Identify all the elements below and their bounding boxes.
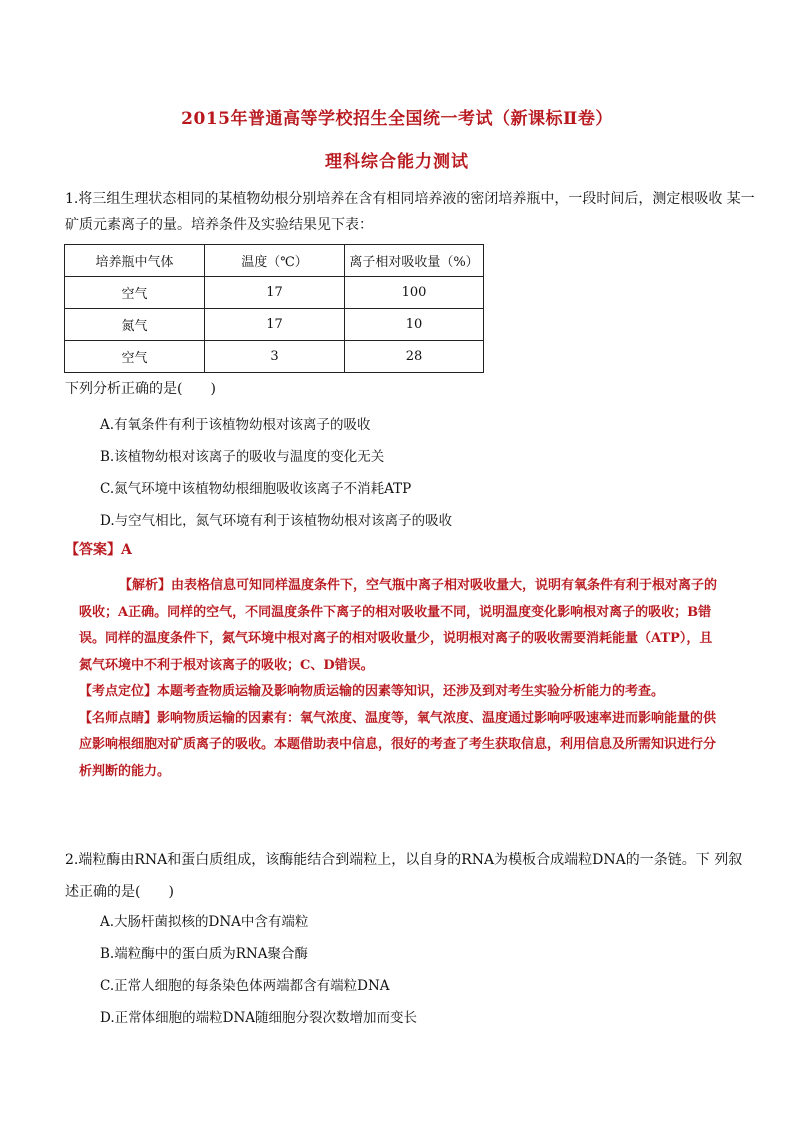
table-cell: 17 <box>205 309 345 341</box>
focus-text: 【考点定位】本题考查物质运输及影响物质运输的因素等知识，还涉及到对考生实验分析能力的考查。 <box>79 684 665 699</box>
table-cell: 100 <box>345 277 484 309</box>
question-1-explanation <box>79 573 719 785</box>
question-1-option-d: D.与空气相比，氮气环境有利于该植物幼根对该离子的吸收 <box>100 513 453 529</box>
question-1-option-a: A.有氧条件有利于该植物幼根对该离子的吸收 <box>100 417 371 433</box>
table-cell: 空气 <box>65 341 205 373</box>
analysis-text: 【解析】由表格信息可知同样温度条件下，空气瓶中离子相对吸收量大，说明有氧条件有利于根对离子的吸收；A正确。同样的空气，不同温度条件下离子的相对吸收量不同，说明温度变化影响根对离子的吸收；B错误。同样的温度条件下，氮气环境中根对离子的相对吸收量少，说明根对离子的吸收需要消耗能量（ATP），且氮气环境中不利于根对该离子的吸收；C、D错误。 <box>79 578 718 673</box>
table-cell: 28 <box>345 341 484 373</box>
question-1-answer: 【答案】A <box>65 542 132 558</box>
table-row <box>65 277 484 309</box>
question-2-option-b: B.端粒酶中的蛋白质为RNA聚合酶 <box>100 946 308 962</box>
question-1-stem: 1.将三组生理状态相同的某植物幼根分别培养在含有相同培养液的密闭培养瓶中，一段时间后，测定根吸收 某一矿质元素离子的量。培养条件及实验结果见下表： <box>65 191 755 233</box>
table-cell: 空气 <box>65 277 205 309</box>
table-header-cell: 培养瓶中气体 <box>65 245 205 277</box>
table-header-row <box>65 245 484 277</box>
exam-title: 2015年普通高等学校招生全国统一考试（新课标Ⅱ卷） <box>181 109 613 129</box>
table-cell: 氮气 <box>65 309 205 341</box>
question-2-stem: 2.端粒酶由RNA和蛋白质组成，该酶能结合到端粒上，以自身的RNA为模板合成端粒DNA的一条链。下 列叙述正确的是( ) <box>65 852 743 900</box>
table-header-cell: 离子相对吸收量（%） <box>345 245 484 277</box>
table-header-cell: 温度（℃） <box>205 245 345 277</box>
experiment-table <box>64 244 484 373</box>
table-row <box>65 309 484 341</box>
table-cell: 10 <box>345 309 484 341</box>
question-2-option-d: D.正常体细胞的端粒DNA随细胞分裂次数增加而变长 <box>100 1010 418 1026</box>
question-2-option-a: A.大肠杆菌拟核的DNA中含有端粒 <box>100 914 309 930</box>
exam-subtitle: 理科综合能力测试 <box>325 152 469 172</box>
table-cell: 17 <box>205 277 345 309</box>
question-1-option-b: B.该植物幼根对该离子的吸收与温度的变化无关 <box>100 449 385 465</box>
question-1-option-c: C.氮气环境中该植物幼根细胞吸收该离子不消耗ATP <box>100 481 412 497</box>
tips-text: 【名师点睛】影响物质运输的因素有：氧气浓度、温度等，氧气浓度、温度通过影响呼吸速率进而影响能量的供应影响根细胞对矿质离子的吸收。本题借助表中信息，很好的考查了考生获取信息，利用信息及所需知识进行分析判断的能力。 <box>79 710 717 779</box>
question-2-option-c: C.正常人细胞的每条染色体两端都含有端粒DNA <box>100 978 390 994</box>
table-cell: 3 <box>205 341 345 373</box>
question-1-prompt: 下列分析正确的是( ) <box>65 381 216 397</box>
table-row <box>65 341 484 373</box>
